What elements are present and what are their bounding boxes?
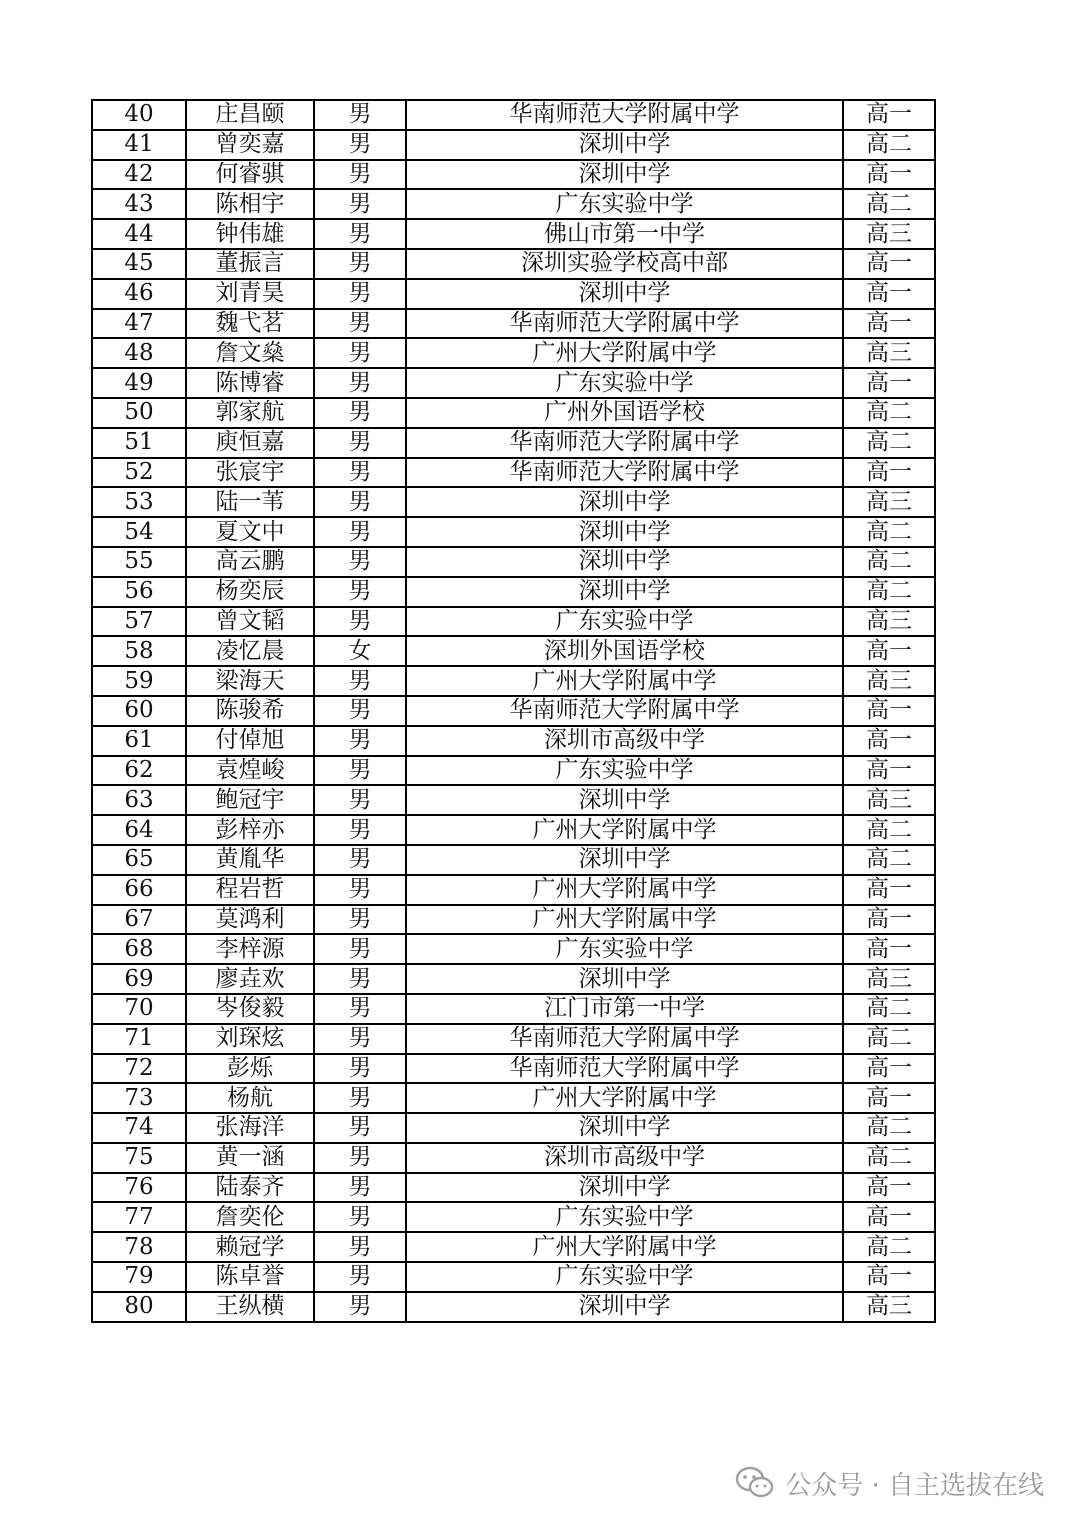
row-number: 59	[92, 666, 186, 696]
row-number: 70	[92, 994, 186, 1024]
student-school: 深圳中学	[406, 845, 843, 875]
student-gender: 男	[314, 845, 406, 875]
student-grade: 高二	[843, 398, 935, 428]
student-school: 深圳实验学校高中部	[406, 249, 843, 279]
table-row	[92, 577, 935, 607]
student-gender: 男	[314, 696, 406, 726]
student-gender: 男	[314, 487, 406, 517]
row-number: 61	[92, 726, 186, 756]
table-row	[92, 487, 935, 517]
row-number: 69	[92, 964, 186, 994]
row-number: 44	[92, 219, 186, 249]
row-number: 73	[92, 1083, 186, 1113]
student-school: 广东实验中学	[406, 607, 843, 637]
student-gender: 男	[314, 785, 406, 815]
student-gender: 男	[314, 666, 406, 696]
student-school: 深圳中学	[406, 1292, 843, 1322]
row-number: 58	[92, 636, 186, 666]
student-name: 高云鹏	[186, 547, 314, 577]
student-grade: 高三	[843, 666, 935, 696]
table-row	[92, 964, 935, 994]
student-gender: 男	[314, 100, 406, 130]
student-grade: 高二	[843, 130, 935, 160]
roster-table	[91, 99, 936, 1323]
student-grade: 高二	[843, 577, 935, 607]
table-row	[92, 1173, 935, 1203]
student-grade: 高一	[843, 160, 935, 190]
student-grade: 高一	[843, 696, 935, 726]
student-gender: 男	[314, 189, 406, 219]
row-number: 63	[92, 785, 186, 815]
table-row	[92, 696, 935, 726]
student-name: 詹文燊	[186, 338, 314, 368]
student-grade: 高二	[843, 845, 935, 875]
row-number: 48	[92, 338, 186, 368]
roster-body	[92, 100, 935, 1322]
student-school: 深圳市高级中学	[406, 1143, 843, 1173]
row-number: 51	[92, 428, 186, 458]
student-gender: 男	[314, 338, 406, 368]
table-row	[92, 875, 935, 905]
student-grade: 高一	[843, 636, 935, 666]
row-number: 75	[92, 1143, 186, 1173]
table-row	[92, 666, 935, 696]
row-number: 76	[92, 1173, 186, 1203]
row-number: 50	[92, 398, 186, 428]
student-school: 华南师范大学附属中学	[406, 100, 843, 130]
row-number: 66	[92, 875, 186, 905]
row-number: 46	[92, 279, 186, 309]
row-number: 72	[92, 1054, 186, 1084]
student-grade: 高二	[843, 517, 935, 547]
student-gender: 男	[314, 1262, 406, 1292]
student-name: 莫鸿利	[186, 905, 314, 935]
table-row	[92, 428, 935, 458]
row-number: 52	[92, 458, 186, 488]
student-name: 杨航	[186, 1083, 314, 1113]
student-grade: 高一	[843, 934, 935, 964]
student-grade: 高二	[843, 1232, 935, 1262]
student-gender: 男	[314, 994, 406, 1024]
table-row	[92, 338, 935, 368]
student-grade: 高一	[843, 905, 935, 935]
table-row	[92, 279, 935, 309]
student-gender: 男	[314, 964, 406, 994]
student-grade: 高三	[843, 487, 935, 517]
student-school: 广东实验中学	[406, 189, 843, 219]
student-gender: 男	[314, 458, 406, 488]
student-grade: 高二	[843, 1113, 935, 1143]
student-school: 深圳中学	[406, 547, 843, 577]
table-row	[92, 309, 935, 339]
table-row	[92, 1262, 935, 1292]
table-row	[92, 934, 935, 964]
row-number: 53	[92, 487, 186, 517]
student-name: 张海洋	[186, 1113, 314, 1143]
row-number: 80	[92, 1292, 186, 1322]
student-school: 广州大学附属中学	[406, 1232, 843, 1262]
student-name: 杨奕辰	[186, 577, 314, 607]
row-number: 41	[92, 130, 186, 160]
student-school: 广东实验中学	[406, 1262, 843, 1292]
watermark	[735, 1463, 1044, 1503]
table-row	[92, 636, 935, 666]
table-row	[92, 815, 935, 845]
table-row	[92, 607, 935, 637]
student-name: 陆泰齐	[186, 1173, 314, 1203]
table-row	[92, 726, 935, 756]
student-name: 何睿骐	[186, 160, 314, 190]
table-row	[92, 845, 935, 875]
table-row	[92, 1143, 935, 1173]
student-name: 陈骏希	[186, 696, 314, 726]
student-name: 黄一涵	[186, 1143, 314, 1173]
student-gender: 男	[314, 130, 406, 160]
student-gender: 男	[314, 1024, 406, 1054]
student-name: 赖冠学	[186, 1232, 314, 1262]
student-name: 梁海天	[186, 666, 314, 696]
table-row	[92, 1083, 935, 1113]
student-gender: 男	[314, 726, 406, 756]
row-number: 55	[92, 547, 186, 577]
student-grade: 高二	[843, 815, 935, 845]
student-school: 深圳市高级中学	[406, 726, 843, 756]
student-gender: 男	[314, 368, 406, 398]
student-grade: 高一	[843, 249, 935, 279]
student-grade: 高一	[843, 1054, 935, 1084]
student-grade: 高一	[843, 756, 935, 786]
student-grade: 高三	[843, 338, 935, 368]
student-name: 廖垚欢	[186, 964, 314, 994]
student-school: 深圳中学	[406, 487, 843, 517]
student-school: 深圳中学	[406, 160, 843, 190]
row-number: 60	[92, 696, 186, 726]
student-name: 魏弋茗	[186, 309, 314, 339]
watermark-text: 公众号 · 自主选拔在线	[785, 1470, 1044, 1501]
student-name: 彭烁	[186, 1054, 314, 1084]
student-grade: 高一	[843, 309, 935, 339]
student-name: 彭梓亦	[186, 815, 314, 845]
student-gender: 男	[314, 1113, 406, 1143]
row-number: 77	[92, 1202, 186, 1232]
student-grade: 高一	[843, 1262, 935, 1292]
student-school: 深圳中学	[406, 785, 843, 815]
table-row	[92, 458, 935, 488]
student-gender: 男	[314, 1083, 406, 1113]
table-row	[92, 189, 935, 219]
student-name: 陈相宇	[186, 189, 314, 219]
student-name: 刘琛炫	[186, 1024, 314, 1054]
student-grade: 高一	[843, 1173, 935, 1203]
table-row	[92, 249, 935, 279]
student-grade: 高三	[843, 1292, 935, 1322]
student-gender: 男	[314, 279, 406, 309]
student-grade: 高二	[843, 994, 935, 1024]
student-gender: 男	[314, 517, 406, 547]
student-gender: 男	[314, 1232, 406, 1262]
student-name: 刘青昊	[186, 279, 314, 309]
wechat-icon	[735, 1466, 775, 1500]
table-row	[92, 100, 935, 130]
student-name: 付倬旭	[186, 726, 314, 756]
row-number: 64	[92, 815, 186, 845]
student-name: 陈卓誉	[186, 1262, 314, 1292]
row-number: 40	[92, 100, 186, 130]
row-number: 74	[92, 1113, 186, 1143]
student-school: 广州大学附属中学	[406, 815, 843, 845]
student-school: 华南师范大学附属中学	[406, 1054, 843, 1084]
table-row	[92, 1113, 935, 1143]
student-name: 李梓源	[186, 934, 314, 964]
student-school: 广州大学附属中学	[406, 905, 843, 935]
student-gender: 男	[314, 905, 406, 935]
student-school: 深圳中学	[406, 517, 843, 547]
student-school: 广州大学附属中学	[406, 338, 843, 368]
student-grade: 高二	[843, 428, 935, 458]
student-name: 陆一苇	[186, 487, 314, 517]
student-gender: 男	[314, 428, 406, 458]
student-name: 庾恒嘉	[186, 428, 314, 458]
student-grade: 高一	[843, 1083, 935, 1113]
student-gender: 男	[314, 1292, 406, 1322]
student-grade: 高三	[843, 607, 935, 637]
student-name: 黄胤华	[186, 845, 314, 875]
row-number: 45	[92, 249, 186, 279]
student-name: 王纵横	[186, 1292, 314, 1322]
table-row	[92, 547, 935, 577]
student-grade: 高一	[843, 279, 935, 309]
student-grade: 高二	[843, 1143, 935, 1173]
table-row	[92, 1202, 935, 1232]
student-name: 程岩哲	[186, 875, 314, 905]
student-gender: 女	[314, 636, 406, 666]
student-school: 深圳中学	[406, 130, 843, 160]
student-school: 广东实验中学	[406, 1202, 843, 1232]
table-row	[92, 1054, 935, 1084]
student-school: 广州外国语学校	[406, 398, 843, 428]
student-gender: 男	[314, 1202, 406, 1232]
table-row	[92, 1232, 935, 1262]
row-number: 47	[92, 309, 186, 339]
student-name: 岑俊毅	[186, 994, 314, 1024]
student-grade: 高三	[843, 785, 935, 815]
student-gender: 男	[314, 815, 406, 845]
student-name: 曾奕嘉	[186, 130, 314, 160]
student-school: 深圳中学	[406, 1113, 843, 1143]
student-grade: 高一	[843, 726, 935, 756]
row-number: 71	[92, 1024, 186, 1054]
student-grade: 高三	[843, 964, 935, 994]
table-row	[92, 1024, 935, 1054]
student-grade: 高一	[843, 875, 935, 905]
student-gender: 男	[314, 756, 406, 786]
student-name: 鲍冠宇	[186, 785, 314, 815]
student-grade: 高一	[843, 1202, 935, 1232]
table-row	[92, 398, 935, 428]
student-gender: 男	[314, 607, 406, 637]
row-number: 54	[92, 517, 186, 547]
table-row	[92, 368, 935, 398]
student-gender: 男	[314, 160, 406, 190]
row-number: 78	[92, 1232, 186, 1262]
table-row	[92, 130, 935, 160]
student-school: 广东实验中学	[406, 368, 843, 398]
student-gender: 男	[314, 547, 406, 577]
student-grade: 高二	[843, 189, 935, 219]
table-row	[92, 994, 935, 1024]
student-name: 詹奕伦	[186, 1202, 314, 1232]
student-school: 深圳中学	[406, 577, 843, 607]
table-row	[92, 756, 935, 786]
row-number: 57	[92, 607, 186, 637]
student-gender: 男	[314, 934, 406, 964]
student-school: 江门市第一中学	[406, 994, 843, 1024]
table-row	[92, 905, 935, 935]
table-row	[92, 785, 935, 815]
student-school: 深圳外国语学校	[406, 636, 843, 666]
student-school: 广州大学附属中学	[406, 666, 843, 696]
student-school: 广东实验中学	[406, 756, 843, 786]
student-name: 庄昌颐	[186, 100, 314, 130]
student-grade: 高三	[843, 219, 935, 249]
student-name: 陈博睿	[186, 368, 314, 398]
student-name: 钟伟雄	[186, 219, 314, 249]
student-gender: 男	[314, 577, 406, 607]
student-gender: 男	[314, 219, 406, 249]
student-grade: 高二	[843, 1024, 935, 1054]
student-name: 郭家航	[186, 398, 314, 428]
row-number: 49	[92, 368, 186, 398]
student-name: 董振言	[186, 249, 314, 279]
student-school: 广东实验中学	[406, 934, 843, 964]
student-gender: 男	[314, 398, 406, 428]
row-number: 42	[92, 160, 186, 190]
table-row	[92, 1292, 935, 1322]
row-number: 43	[92, 189, 186, 219]
student-gender: 男	[314, 1143, 406, 1173]
student-name: 张宸宇	[186, 458, 314, 488]
row-number: 65	[92, 845, 186, 875]
table-row	[92, 219, 935, 249]
student-school: 广州大学附属中学	[406, 1083, 843, 1113]
student-school: 华南师范大学附属中学	[406, 1024, 843, 1054]
student-gender: 男	[314, 1054, 406, 1084]
student-grade: 高一	[843, 100, 935, 130]
table-row	[92, 517, 935, 547]
student-school: 华南师范大学附属中学	[406, 309, 843, 339]
row-number: 62	[92, 756, 186, 786]
student-school: 深圳中学	[406, 1173, 843, 1203]
student-grade: 高二	[843, 547, 935, 577]
student-gender: 男	[314, 1173, 406, 1203]
student-gender: 男	[314, 309, 406, 339]
student-name: 夏文中	[186, 517, 314, 547]
student-name: 凌忆晨	[186, 636, 314, 666]
student-gender: 男	[314, 875, 406, 905]
student-grade: 高一	[843, 458, 935, 488]
row-number: 79	[92, 1262, 186, 1292]
student-name: 袁煌峻	[186, 756, 314, 786]
student-grade: 高一	[843, 368, 935, 398]
student-school: 华南师范大学附属中学	[406, 458, 843, 488]
student-school: 华南师范大学附属中学	[406, 428, 843, 458]
table-row	[92, 160, 935, 190]
row-number: 68	[92, 934, 186, 964]
student-school: 深圳中学	[406, 279, 843, 309]
student-school: 深圳中学	[406, 964, 843, 994]
student-school: 华南师范大学附属中学	[406, 696, 843, 726]
student-gender: 男	[314, 249, 406, 279]
student-school: 佛山市第一中学	[406, 219, 843, 249]
row-number: 56	[92, 577, 186, 607]
student-name: 曾文韬	[186, 607, 314, 637]
row-number: 67	[92, 905, 186, 935]
student-school: 广州大学附属中学	[406, 875, 843, 905]
